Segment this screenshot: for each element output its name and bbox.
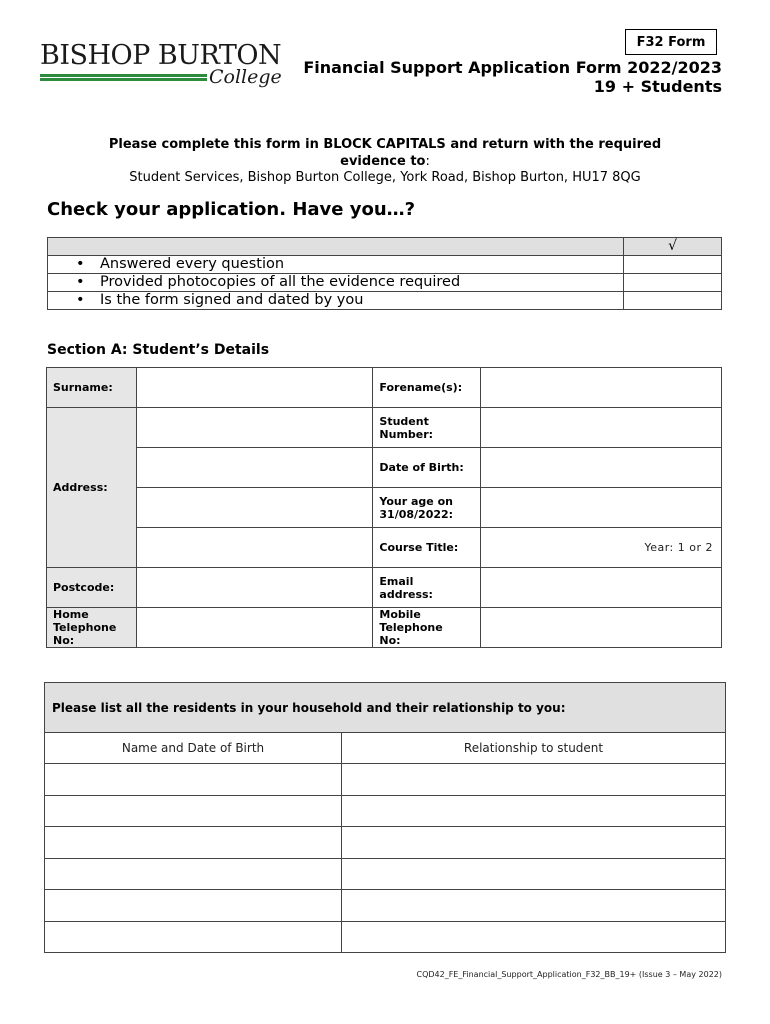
- logo-bar: [40, 74, 207, 81]
- table-row: [45, 890, 726, 922]
- resident-name-field[interactable]: [45, 827, 342, 859]
- bullet: •: [76, 292, 85, 308]
- resident-name-field[interactable]: [45, 921, 342, 953]
- resident-name-field[interactable]: [45, 858, 342, 890]
- tick-header: √: [624, 238, 722, 256]
- form-subtitle: 19 + Students: [593, 77, 722, 96]
- bullet: •: [76, 256, 85, 272]
- resident-name-field[interactable]: [45, 890, 342, 922]
- resident-relationship-field[interactable]: [342, 858, 726, 890]
- resident-relationship-field[interactable]: [342, 827, 726, 859]
- instructions-colon: :: [425, 154, 430, 169]
- surname-label: Surname:: [47, 368, 137, 408]
- date-of-birth-field[interactable]: [481, 448, 722, 488]
- forenames-field[interactable]: [481, 368, 722, 408]
- residents-col-relationship: Relationship to student: [342, 733, 726, 764]
- instructions-line2: [48, 154, 722, 169]
- checklist-heading: Check your application. Have you…?: [47, 199, 416, 220]
- logo-name: BISHOP BURTON: [40, 40, 282, 71]
- residents-question: Please list all the residents in your household and their relationship to you:: [45, 683, 726, 733]
- home-telephone-label: Home Telephone No:: [47, 608, 137, 648]
- age-label: Your age on 31/08/2022:: [373, 488, 481, 528]
- checklist-item: • Is the form signed and dated by you: [48, 292, 624, 310]
- age-field[interactable]: [481, 488, 722, 528]
- form-code-box: [625, 29, 717, 55]
- address-label: Address:: [47, 408, 137, 568]
- address-line-field[interactable]: [136, 488, 373, 528]
- checklist-tick-cell[interactable]: [624, 274, 722, 292]
- address-line-field[interactable]: [136, 408, 373, 448]
- footer-reference: CQD42_FE_Financial_Support_Application_F32_BB_19+ (Issue 3 – May 2022): [416, 970, 722, 979]
- resident-relationship-field[interactable]: [342, 921, 726, 953]
- email-label: Email address:: [373, 568, 481, 608]
- postcode-label: Postcode:: [47, 568, 137, 608]
- checklist-tick-cell[interactable]: [624, 292, 722, 310]
- checklist-table: [47, 237, 722, 310]
- table-row: [45, 764, 726, 796]
- form-title: Financial Support Application Form 2022/2023: [303, 58, 722, 77]
- checklist-item: • Provided photocopies of all the evidence required: [48, 274, 624, 292]
- resident-name-field[interactable]: [45, 764, 342, 796]
- resident-relationship-field[interactable]: [342, 890, 726, 922]
- course-title-label: Course Title:: [373, 528, 481, 568]
- address-line-field[interactable]: [136, 448, 373, 488]
- instructions-line1: Please complete this form in BLOCK CAPITALS and return with the required: [108, 137, 662, 152]
- instructions-address: Student Services, Bishop Burton College, York Road, Bishop Burton, HU17 8QG: [129, 170, 641, 185]
- form-code: F32 Form: [636, 34, 706, 50]
- home-telephone-field[interactable]: [136, 608, 373, 648]
- bullet: •: [76, 274, 85, 290]
- residents-col-name: Name and Date of Birth: [45, 733, 342, 764]
- table-row: [45, 795, 726, 827]
- mobile-telephone-field[interactable]: [481, 608, 722, 648]
- year-choice: Year: 1 or 2: [644, 541, 713, 554]
- mobile-telephone-label: Mobile Telephone No:: [373, 608, 481, 648]
- student-number-label: Student Number:: [373, 408, 481, 448]
- course-title-field[interactable]: [481, 528, 722, 568]
- forenames-label: Forename(s):: [373, 368, 481, 408]
- logo-sub: College: [209, 66, 282, 88]
- table-row: [45, 827, 726, 859]
- resident-name-field[interactable]: [45, 795, 342, 827]
- table-row: [45, 858, 726, 890]
- residents-table: [44, 682, 726, 953]
- checklist-tick-cell[interactable]: [624, 256, 722, 274]
- table-row: [45, 921, 726, 953]
- student-details-table: [46, 367, 722, 648]
- email-field[interactable]: [481, 568, 722, 608]
- surname-field[interactable]: [136, 368, 373, 408]
- resident-relationship-field[interactable]: [342, 764, 726, 796]
- resident-relationship-field[interactable]: [342, 795, 726, 827]
- student-number-field[interactable]: [481, 408, 722, 448]
- address-line-field[interactable]: [136, 528, 373, 568]
- postcode-field[interactable]: [136, 568, 373, 608]
- date-of-birth-label: Date of Birth:: [373, 448, 481, 488]
- instructions-evidence: evidence to: [340, 154, 426, 169]
- checklist-item: • Answered every question: [48, 256, 624, 274]
- section-a-title: Section A: Student’s Details: [47, 342, 270, 358]
